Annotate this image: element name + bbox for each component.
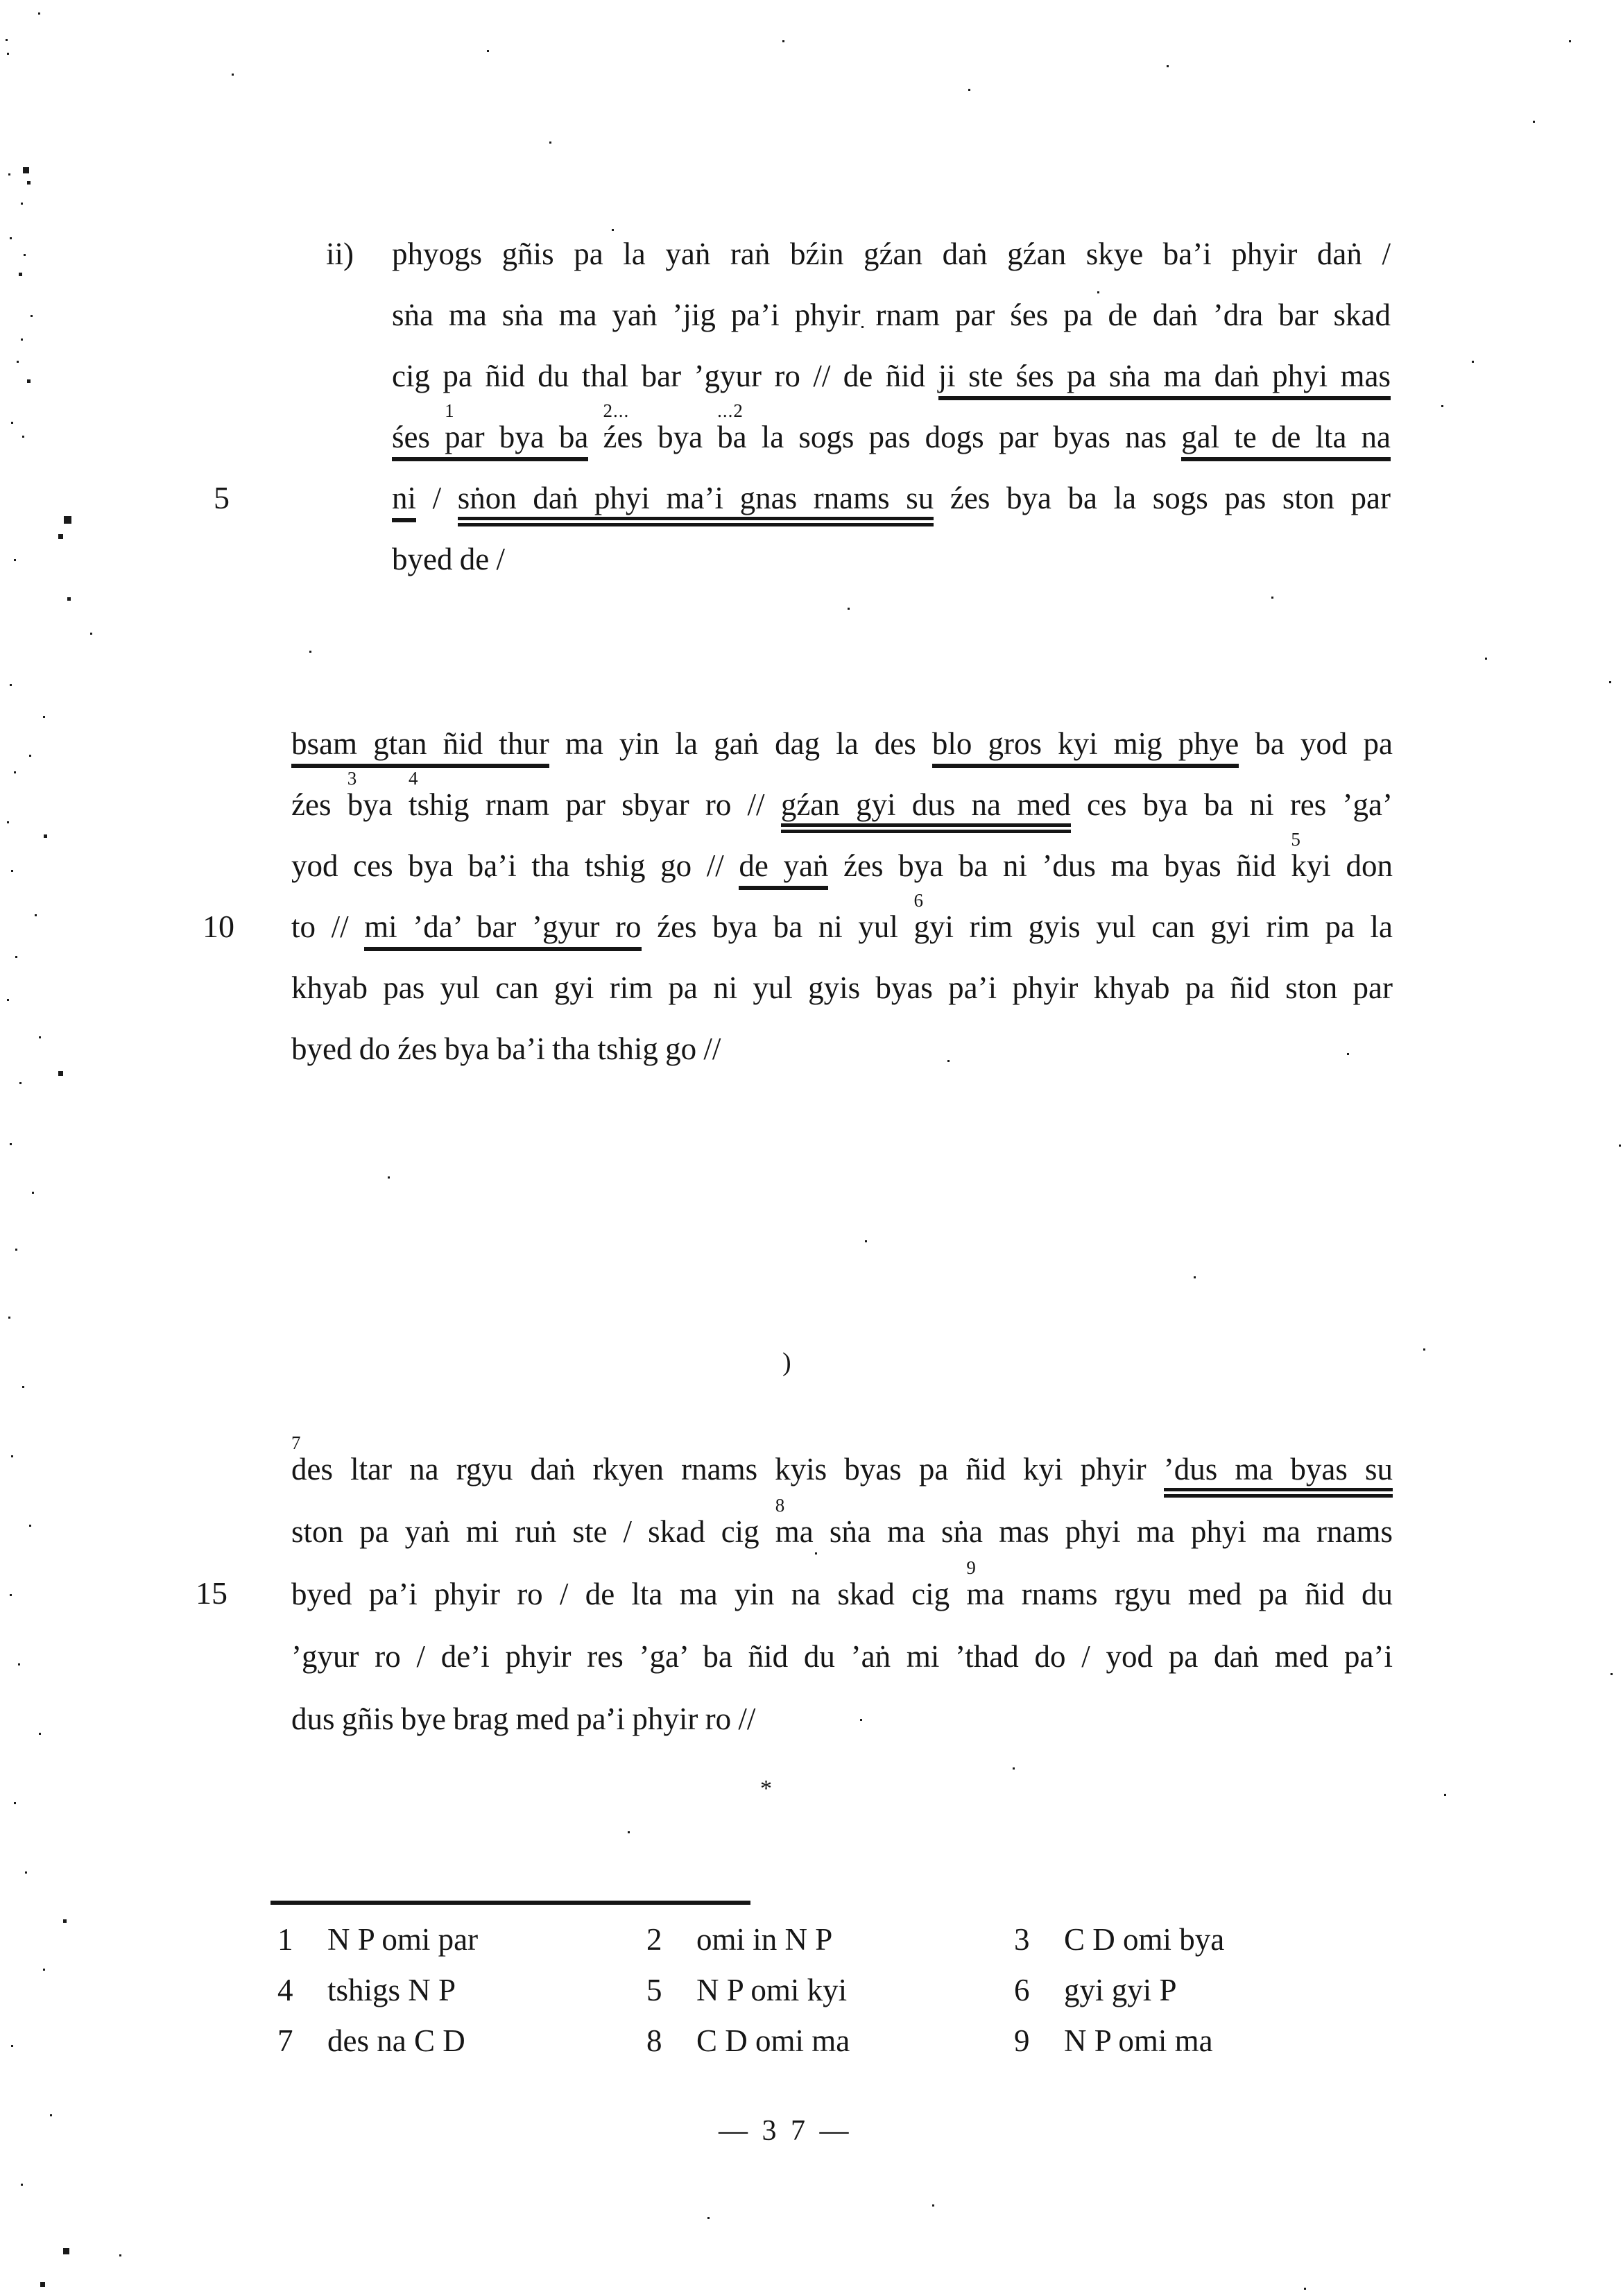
text-segment: sṅa ma sṅa mas phyi ma phyi ma rnams bbox=[813, 1514, 1393, 1549]
text-segment: byed pa’i phyir ro / de lta ma yin na skad cig bbox=[291, 1577, 967, 1611]
underlined-phrase: de yaṅ bbox=[739, 848, 828, 890]
footnote-item bbox=[1014, 1914, 1457, 1965]
underlined-phrase: 1 par bbox=[445, 420, 484, 461]
underlined-phrase: bsam gtan ñid thur bbox=[291, 726, 549, 768]
text-segment: 7 des bbox=[291, 1432, 333, 1487]
footnote-item bbox=[646, 2016, 1014, 2066]
text-segment: cig pa ñid du thal bar ’gyur ro // de ñid bbox=[392, 359, 938, 393]
footnote-separator bbox=[270, 1901, 750, 1905]
footnote-marker: 8 bbox=[775, 1495, 786, 1516]
text-segment: don bbox=[1330, 848, 1393, 883]
text-segment: źes bya ba ni ’dus ma byas ñid bbox=[828, 848, 1291, 883]
margin-line-number-10: 10 bbox=[203, 909, 234, 944]
text-segment: źes bya ba ni yul bbox=[641, 909, 914, 944]
footnote-text: N P omi kyi bbox=[696, 1973, 848, 2007]
text-segment: ston pa yaṅ mi ruṅ ste / skad cig bbox=[291, 1514, 775, 1549]
paragraph-3 bbox=[291, 1432, 1393, 1750]
footnote-text: N P omi par bbox=[327, 1922, 479, 1957]
text-segment: khyab pas yul can gyi rim pa ni yul gyis byas pa’i phyir khyab pa ñid ston par bbox=[291, 970, 1393, 1005]
footnote-item bbox=[277, 1914, 646, 1965]
footnote-text: des na C D bbox=[327, 2023, 465, 2058]
text-segment: rnam par sbyar ro // bbox=[469, 787, 781, 822]
text-line bbox=[392, 345, 1391, 406]
footnote-marker: 1 bbox=[445, 400, 455, 421]
text-line bbox=[291, 957, 1393, 1018]
text-segment: yod ces bya ba’i tha tshig go // bbox=[291, 848, 739, 883]
text-segment: rim gyis yul can gyi rim pa la bbox=[953, 909, 1393, 944]
footnote-item bbox=[277, 1965, 646, 2016]
page-number: — 3 7 — bbox=[719, 2115, 852, 2147]
text-segment: ...2 ba bbox=[717, 400, 747, 454]
text-line bbox=[291, 1018, 1393, 1079]
footnote-item bbox=[1014, 1965, 1457, 2016]
footnote-number: 4 bbox=[277, 1973, 293, 2007]
footnotes bbox=[277, 1914, 1457, 2066]
text-line bbox=[291, 1557, 1393, 1625]
footnote-marker: ...2 bbox=[717, 400, 744, 421]
underlined-phrase: ji ste śes pa sṅa ma daṅ phyi mas bbox=[938, 359, 1391, 400]
underlined-phrase: śes bbox=[392, 420, 445, 461]
text-line bbox=[392, 223, 1391, 284]
text-segment: 3 bya bbox=[347, 768, 393, 822]
underlined-phrase: blo gros kyi mig phye bbox=[932, 726, 1239, 768]
text-line bbox=[392, 529, 1391, 590]
text-segment: phyogs gñis pa la yaṅ raṅ bźin gźan daṅ gźan skye ba’i phyir daṅ / bbox=[392, 237, 1391, 271]
footnote-number: 3 bbox=[1014, 1922, 1030, 1957]
text-segment: 9 ma bbox=[966, 1557, 1005, 1611]
text-line bbox=[392, 284, 1391, 345]
text-segment: źes bbox=[291, 787, 347, 822]
text-line bbox=[291, 890, 1393, 957]
text-segment: 6 gyi bbox=[913, 890, 954, 944]
footnote-number: 5 bbox=[646, 1973, 662, 2007]
text-segment: 8 ma bbox=[775, 1495, 814, 1549]
underlined-phrase: gal te de lta na bbox=[1181, 420, 1391, 461]
text-line bbox=[291, 829, 1393, 896]
footnote-number: 2 bbox=[646, 1922, 662, 1957]
text-segment: 4 tshig bbox=[408, 768, 470, 822]
underlined-phrase: gźan gyi dus na med bbox=[781, 787, 1071, 833]
text-line bbox=[392, 400, 1391, 468]
text-segment: ba yod pa bbox=[1239, 726, 1393, 761]
footnote-item bbox=[277, 2016, 646, 2066]
text-segment: la sogs pas dogs par byas nas bbox=[746, 420, 1182, 454]
text-segment: bya bbox=[642, 420, 718, 454]
margin-line-number-15: 15 bbox=[196, 1575, 227, 1611]
text-segment: ces bya ba ni res ’ga’ bbox=[1070, 787, 1393, 822]
underlined-phrase: bya ba bbox=[485, 420, 589, 461]
text-line bbox=[291, 1495, 1393, 1563]
text-segment: 5 kyi bbox=[1291, 829, 1331, 883]
underlined-phrase: mi ’da’ bar ’gyur ro bbox=[364, 909, 641, 951]
text-segment: źes bya ba la sogs pas ston par bbox=[934, 481, 1391, 515]
footnote-text: gyi gyi P bbox=[1064, 1973, 1177, 2007]
underlined-phrase: ’dus ma byas su bbox=[1164, 1452, 1393, 1498]
footnote-item bbox=[646, 1914, 1014, 1965]
footnote-marker: 9 bbox=[966, 1557, 977, 1578]
footnote-text: omi in N P bbox=[696, 1922, 833, 1957]
scan-artifact-paren: ) bbox=[782, 1348, 791, 1377]
text-segment: rnams rgyu med pa ñid du bbox=[1004, 1577, 1393, 1611]
footnote-marker: 4 bbox=[408, 768, 419, 789]
footnote-marker: 5 bbox=[1291, 829, 1301, 850]
footnote-item bbox=[646, 1965, 1014, 2016]
footnote-number: 1 bbox=[277, 1922, 293, 1957]
text-segment: to // bbox=[291, 909, 365, 944]
text-line bbox=[291, 1688, 1393, 1750]
text-line bbox=[291, 713, 1393, 774]
footnote-text: C D omi bya bbox=[1064, 1922, 1225, 1957]
scan-noise bbox=[0, 0, 2, 2]
footnote-marker: 3 bbox=[347, 768, 358, 789]
footnote-text: N P omi ma bbox=[1064, 2023, 1213, 2058]
text-segment: dus gñis bye brag med pa’i phyir ro // bbox=[291, 1702, 756, 1736]
footnote-item bbox=[1014, 2016, 1457, 2066]
text-segment bbox=[588, 420, 603, 454]
text-segment: ltar na rgyu daṅ rkyen rnams kyis byas pa ñid kyi phyir bbox=[333, 1452, 1164, 1487]
text-segment: byed de / bbox=[392, 542, 505, 576]
footnote-marker: 2... bbox=[603, 400, 630, 421]
footnote-number: 7 bbox=[277, 2023, 293, 2058]
scan-artifact-asterisk: * bbox=[760, 1776, 772, 1801]
paragraph-2 bbox=[291, 713, 1393, 1079]
underlined-phrase: ni bbox=[392, 481, 416, 522]
text-line bbox=[392, 468, 1391, 529]
footnote-number: 8 bbox=[646, 2023, 662, 2058]
text-segment: 2... źes bbox=[603, 400, 643, 454]
text-segment: / bbox=[416, 481, 458, 515]
text-line bbox=[291, 768, 1393, 835]
footnote-text: tshigs N P bbox=[327, 1973, 456, 2007]
margin-line-number-5: 5 bbox=[214, 480, 230, 515]
footnote-number: 9 bbox=[1014, 2023, 1030, 2058]
footnote-marker: 7 bbox=[291, 1432, 302, 1453]
footnote-number: 6 bbox=[1014, 1973, 1030, 2007]
text-segment: ’gyur ro / de’i phyir res ’ga’ ba ñid du ’aṅ mi ’thad do / yod pa daṅ med pa’i bbox=[291, 1639, 1393, 1674]
text-segment bbox=[393, 787, 409, 822]
text-segment: sṅa ma sṅa ma yaṅ ’jig pa’i phyir rnam par śes pa de daṅ ’dra bar skad bbox=[392, 298, 1391, 332]
footnote-text: C D omi ma bbox=[696, 2023, 850, 2058]
footnote-marker: 6 bbox=[913, 890, 924, 911]
item-marker: ii) bbox=[326, 237, 354, 271]
text-line bbox=[291, 1625, 1393, 1688]
text-segment: byed do źes bya ba’i tha tshig go // bbox=[291, 1031, 721, 1066]
paragraph-1 bbox=[392, 223, 1391, 590]
text-segment: ma yin la gaṅ dag la des bbox=[549, 726, 932, 761]
underlined-phrase: sṅon daṅ phyi ma’i gnas rnams su bbox=[458, 481, 934, 526]
text-line bbox=[291, 1432, 1393, 1500]
